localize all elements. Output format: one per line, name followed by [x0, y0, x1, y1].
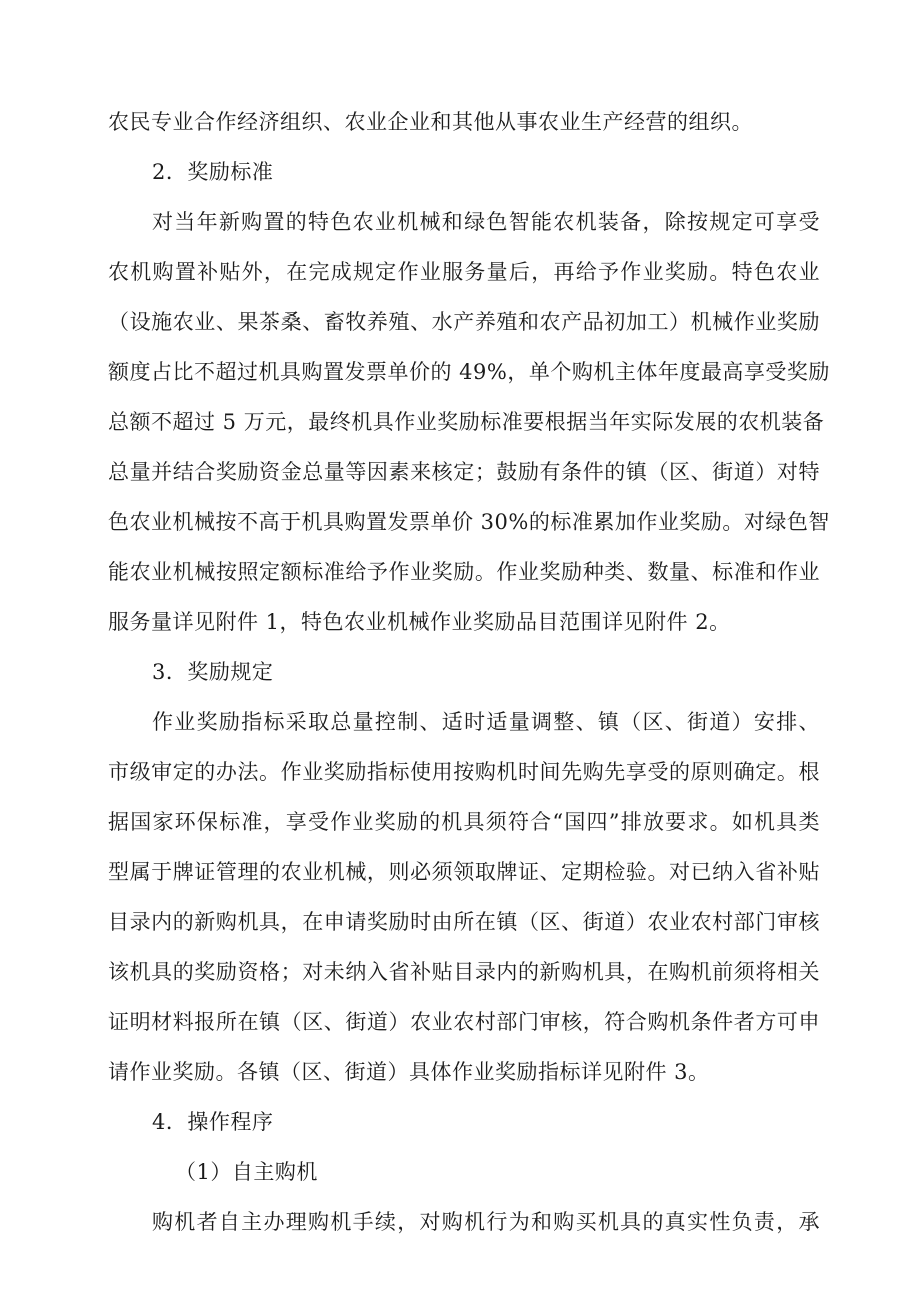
paragraph-line: （设施农业、果茶桑、畜牧养殖、水产养殖和农产品初加工）机械作业奖励	[108, 310, 820, 334]
paragraph-line: 该机具的奖励资格；对未纳入省补贴目录内的新购机具，在购机前须将相关	[108, 960, 820, 984]
section-heading-3: 3．奖励规定	[152, 660, 274, 684]
paragraph-line: 型属于牌证管理的农业机械，则必须领取牌证、定期检验。对已纳入省补贴	[108, 860, 820, 884]
section-heading-2: 2．奖励标准	[152, 160, 274, 184]
paragraph-line: 请作业奖励。各镇（区、街道）具体作业奖励指标详见附件 3。	[108, 1060, 710, 1084]
subsection-heading-4-1: （1）自主购机	[175, 1160, 318, 1184]
paragraph-line: 农机购置补贴外，在完成规定作业服务量后，再给予作业奖励。特色农业	[108, 260, 820, 284]
paragraph-line: 服务量详见附件 1，特色农业机械作业奖励品目范围详见附件 2。	[108, 610, 731, 634]
paragraph-line: 额度占比不超过机具购置发票单价的 49%，单个购机主体年度最高享受奖励	[108, 360, 830, 384]
paragraph-line: 购机者自主办理购机手续，对购机行为和购买机具的真实性负责，承	[152, 1210, 820, 1234]
paragraph-line: 总量并结合奖励资金总量等因素来核定；鼓励有条件的镇（区、街道）对特	[108, 460, 820, 484]
paragraph-line: 作业奖励指标采取总量控制、适时适量调整、镇（区、街道）安排、	[152, 710, 820, 734]
paragraph-line: 据国家环保标准，享受作业奖励的机具须符合“国四”排放要求。如机具类	[108, 810, 820, 834]
paragraph-line: 能农业机械按照定额标准给予作业奖励。作业奖励种类、数量、标准和作业	[108, 560, 820, 584]
paragraph-line: 总额不超过 5 万元，最终机具作业奖励标准要根据当年实际发展的农机装备	[108, 410, 825, 434]
paragraph-line: 市级审定的办法。作业奖励指标使用按购机时间先购先享受的原则确定。根	[108, 760, 820, 784]
paragraph-line: 对当年新购置的特色农业机械和绿色智能农机装备，除按规定可享受	[152, 210, 820, 234]
paragraph-line: 证明材料报所在镇（区、街道）农业农村部门审核，符合购机条件者方可申	[108, 1010, 820, 1034]
paragraph-line: 农民专业合作经济组织、农业企业和其他从事农业生产经营的组织。	[108, 110, 753, 134]
paragraph-line: 色农业机械按不高于机具购置发票单价 30%的标准累加作业奖励。对绿色智	[108, 510, 830, 534]
paragraph-line: 目录内的新购机具，在申请奖励时由所在镇（区、街道）农业农村部门审核	[108, 910, 820, 934]
section-heading-4: 4．操作程序	[152, 1110, 274, 1134]
